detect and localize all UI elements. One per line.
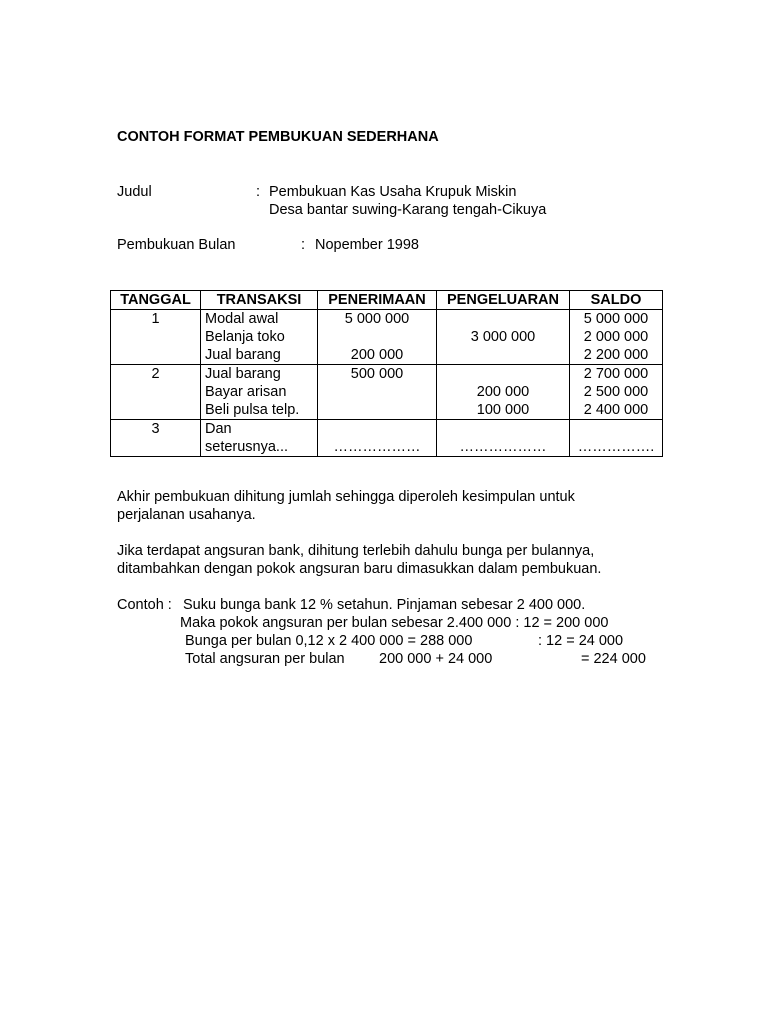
cell-tanggal: 1 (111, 310, 201, 365)
judul-label: Judul (117, 184, 152, 200)
cell-penerimaan: 5 000 000 200 000 (318, 310, 437, 365)
cell-saldo: 5 000 000 2 000 000 2 200 000 (570, 310, 663, 365)
paragraph-1-line-1: Akhir pembukuan dihitung jumlah sehingga diperoleh kesimpulan untuk (117, 489, 575, 505)
cell-tanggal: 2 (111, 365, 201, 420)
header-pengeluaran: PENGELUARAN (437, 291, 570, 310)
judul-colon: : (256, 184, 261, 200)
cell-pengeluaran: 200 000 100 000 (437, 365, 570, 420)
paragraph-1-line-2: perjalanan usahanya. (117, 507, 256, 523)
table-header-row (111, 291, 663, 310)
contoh-label: Contoh : (117, 597, 172, 613)
contoh-line-3-left: Bunga per bulan 0,12 x 2 400 000 = 288 000 (185, 633, 473, 649)
contoh-line-4-result: = 224 000 (581, 651, 646, 667)
bulan-label: Pembukuan Bulan (117, 237, 236, 253)
header-penerimaan: PENERIMAAN (318, 291, 437, 310)
table-row (111, 420, 663, 457)
contoh-line-4-sum: 200 000 + 24 000 (379, 651, 493, 667)
table-row (111, 365, 663, 420)
cell-penerimaan: ……………… (318, 420, 437, 457)
cell-tanggal: 3 (111, 420, 201, 457)
contoh-line-3-right: : 12 = 24 000 (538, 633, 624, 649)
cell-transaksi: Dan seterusnya... (201, 420, 318, 457)
header-transaksi: TRANSAKSI (201, 291, 318, 310)
judul-line-2: Desa bantar suwing-Karang tengah-Cikuya (269, 202, 547, 218)
cell-saldo: 2 700 000 2 500 000 2 400 000 (570, 365, 663, 420)
contoh-line-2: Maka pokok angsuran per bulan sebesar 2.400 000 : 12 = 200 000 (180, 615, 609, 631)
contoh-line-1: Suku bunga bank 12 % setahun. Pinjaman sebesar 2 400 000. (183, 597, 586, 613)
cell-saldo: ……………. (570, 420, 663, 457)
ledger-table (110, 290, 663, 457)
bulan-colon: : (301, 237, 306, 253)
header-saldo: SALDO (570, 291, 663, 310)
cell-penerimaan: 500 000 (318, 365, 437, 420)
contoh-line-4-label: Total angsuran per bulan (185, 651, 345, 667)
paragraph-2-line-2: ditambahkan dengan pokok angsuran baru dimasukkan dalam pembukuan. (117, 561, 602, 577)
table-row (111, 310, 663, 365)
judul-line-1: Pembukuan Kas Usaha Krupuk Miskin (269, 184, 517, 200)
header-tanggal: TANGGAL (111, 291, 201, 310)
cell-pengeluaran: ……………… (437, 420, 570, 457)
document-title: CONTOH FORMAT PEMBUKUAN SEDERHANA (117, 129, 439, 145)
cell-pengeluaran: 3 000 000 (437, 310, 570, 365)
paragraph-2-line-1: Jika terdapat angsuran bank, dihitung terlebih dahulu bunga per bulannya, (117, 543, 595, 559)
cell-transaksi: Jual barang Bayar arisan Beli pulsa telp. (201, 365, 318, 420)
bulan-value: Nopember 1998 (315, 237, 419, 253)
cell-transaksi: Modal awal Belanja toko Jual barang (201, 310, 318, 365)
